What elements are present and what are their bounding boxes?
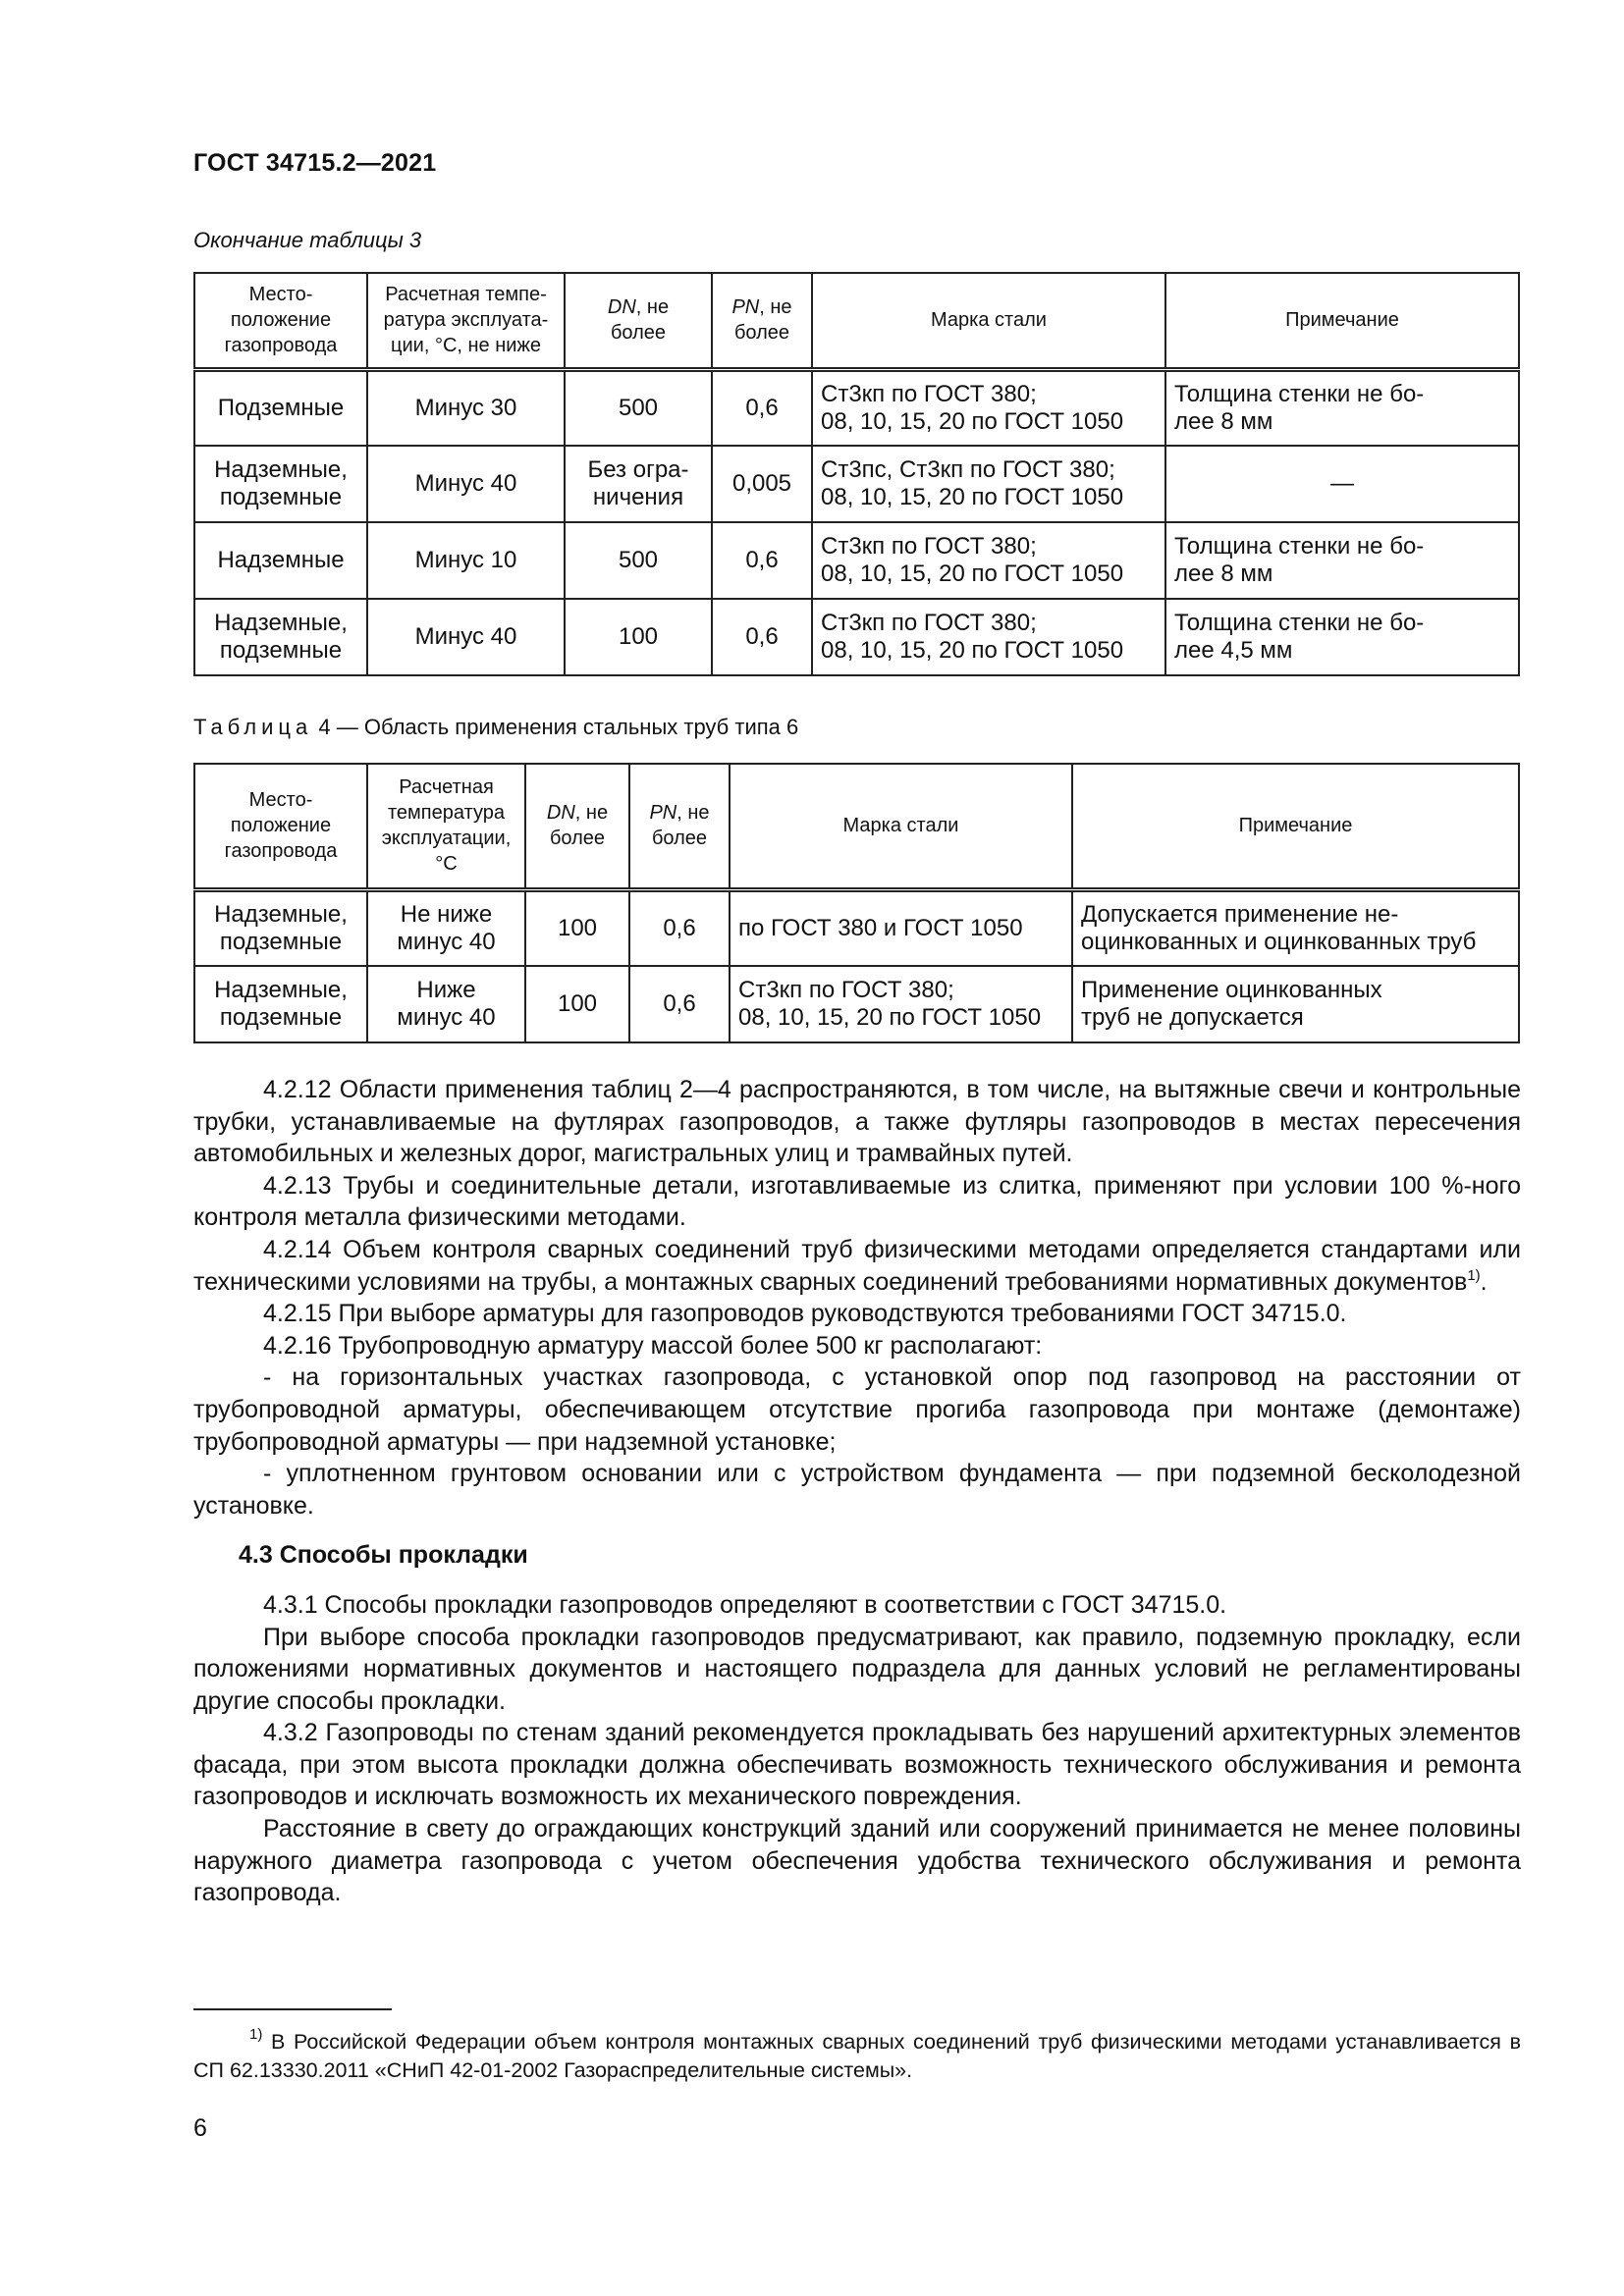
cell-pn: 0,005 <box>712 446 812 522</box>
table4-caption-title: 4 — Область применения стальных труб типа 6 <box>312 715 799 739</box>
table4-caption <box>193 715 798 740</box>
table-row <box>194 522 1519 599</box>
cell-location: Надземные <box>194 522 367 599</box>
cell-temperature: Ниже минус 40 <box>367 966 525 1042</box>
paragraph-4-3-2-b: Расстояние в свету до ограждающих конструкций зданий или сооружений принимается не менее половины наружного диаметра газопровода с учетом обеспечения удобства технического обслуживания и ремонта газопровода. <box>193 1815 1521 1907</box>
col-dn: DN, не более <box>525 764 629 889</box>
col-location: Место- положение газопровода <box>194 764 367 889</box>
footnote-divider <box>193 2008 392 2010</box>
table-row <box>194 966 1519 1042</box>
list-item: - на горизонтальных участках газопровода, с установкой опор под газопровод на расстоянии от трубопроводной арматуры, обеспечивающем отсутствие прогиба газопровода при монтаже (демонтаже) трубопроводной арматуры — при надземной установке; <box>193 1363 1521 1456</box>
col-steel-grade: Марка стали <box>730 764 1072 889</box>
footnote-ref: 1) <box>1467 1266 1481 1284</box>
cell-note: Толщина стенки не бо- лее 8 мм <box>1165 522 1519 599</box>
cell-location: Подземные <box>194 369 367 446</box>
cell-pn: 0,6 <box>712 599 812 675</box>
cell-note: Применение оцинкованных труб не допускается <box>1072 966 1519 1042</box>
table3-caption: Окончание таблицы 3 <box>193 228 422 252</box>
cell-note: Толщина стенки не бо- лее 8 мм <box>1165 369 1519 446</box>
footnote-mark: 1) <box>249 2026 263 2043</box>
page-number: 6 <box>193 2114 207 2142</box>
col-note: Примечание <box>1072 764 1519 889</box>
cell-dn: 500 <box>565 369 712 446</box>
paragraph-4-2-14: 4.2.14 Объем контроля сварных соединений труб физическими методами определяется стандартами или техническими условиями на трубы, а монтажных сварных соединений требованиями нормативных документов$^{1)}$. <box>193 1235 1521 1296</box>
cell-temperature: Минус 40 <box>367 446 565 522</box>
cell-steel-grade: Ст3кп по ГОСТ 380; 08, 10, 15, 20 по ГОСТ 1050 <box>812 369 1165 446</box>
cell-pn: 0,6 <box>629 889 730 966</box>
list-item: - уплотненном грунтовом основании или с устройством фундамента — при подземной бесколодезной установке. <box>193 1460 1521 1520</box>
footnote <box>193 2028 1521 2085</box>
table-header-row <box>194 764 1519 889</box>
col-dn: DN, не более <box>565 273 712 369</box>
cell-temperature: Минус 40 <box>367 599 565 675</box>
footnote-text: В Российской Федерации объем контроля монтажных сварных соединений труб физическими методами устанавливается в СП 62.13330.2011 «СНиП 42-01-2002 Газораспределительные системы». <box>193 2030 1521 2082</box>
paragraph-4-3-2: 4.3.2 Газопроводы по стенам зданий рекомендуется прокладывать без нарушений архитектурных элементов фасада, при этом высота прокладки должна обеспечивать возможность технического обслуживания и ремонта газопроводов и исключать возможность их механического повреждения. <box>193 1719 1521 1811</box>
cell-pn: 0,6 <box>712 522 812 599</box>
col-temperature: Расчетная температура эксплуатации, °С <box>367 764 525 889</box>
col-pn: PN, не более <box>629 764 730 889</box>
cell-location: Надземные, подземные <box>194 966 367 1042</box>
paragraph-4-2-15: 4.2.15 При выборе арматуры для газопроводов руководствуются требованиями ГОСТ 34715.0. <box>263 1300 1347 1328</box>
page-header: ГОСТ 34715.2—2021 <box>193 149 437 177</box>
cell-steel-grade: Ст3кп по ГОСТ 380; 08, 10, 15, 20 по ГОСТ 1050 <box>730 966 1072 1042</box>
cell-steel-grade: по ГОСТ 380 и ГОСТ 1050 <box>730 889 1072 966</box>
table-row <box>194 889 1519 966</box>
section-heading: 4.3 Способы прокладки <box>239 1541 528 1570</box>
cell-pn: 0,6 <box>629 966 730 1042</box>
body-text <box>193 1074 1521 1909</box>
table-header-row <box>194 273 1519 369</box>
cell-note: Допускается применение не- оцинкованных и оцинкованных труб <box>1072 889 1519 966</box>
table4-caption-label: Таблица <box>193 715 313 739</box>
cell-location: Надземные, подземные <box>194 889 367 966</box>
col-steel-grade: Марка стали <box>812 273 1165 369</box>
table-row <box>194 369 1519 446</box>
cell-pn: 0,6 <box>712 369 812 446</box>
cell-dn: 100 <box>525 966 629 1042</box>
table4 <box>193 763 1520 1043</box>
cell-dn: 100 <box>525 889 629 966</box>
cell-dn: Без огра- ничения <box>565 446 712 522</box>
cell-steel-grade: Ст3кп по ГОСТ 380; 08, 10, 15, 20 по ГОСТ 1050 <box>812 522 1165 599</box>
paragraph-4-3-1-b: При выборе способа прокладки газопроводов предусматривают, как правило, подземную прокладку, если положениями нормативных документов и настоящего подраздела для данных условий не регламентированы другие способы прокладки. <box>193 1623 1521 1715</box>
paragraph-4-2-13: 4.2.13 Трубы и соединительные детали, изготавливаемые из слитка, применяют при условии 100 %-ного контроля металла физическими методами. <box>193 1171 1521 1232</box>
table-row <box>194 599 1519 675</box>
paragraph-4-3-1: 4.3.1 Способы прокладки газопроводов определяют в соответствии с ГОСТ 34715.0. <box>263 1590 1227 1619</box>
paragraph-4-2-12: 4.2.12 Области применения таблиц 2—4 распространяются, в том числе, на вытяжные свечи и контрольные трубки, устанавливаемые на футлярах газопроводов, а также футляры газопроводов в местах пересечения автомобильных и железных дорог, магистральных улиц и трамвайных путей. <box>193 1076 1521 1168</box>
table3 <box>193 272 1520 676</box>
paragraph-4-2-16: 4.2.16 Трубопроводную арматуру массой более 500 кг располагают: <box>263 1331 1043 1360</box>
cell-note: Толщина стенки не бо- лее 4,5 мм <box>1165 599 1519 675</box>
col-location: Место- положение газопровода <box>194 273 367 369</box>
cell-note: — <box>1165 446 1519 522</box>
col-note: Примечание <box>1165 273 1519 369</box>
cell-dn: 500 <box>565 522 712 599</box>
table-row <box>194 446 1519 522</box>
cell-temperature: Минус 30 <box>367 369 565 446</box>
col-temperature: Расчетная темпе- ратура эксплуата- ции, °С, не ниже <box>367 273 565 369</box>
cell-location: Надземные, подземные <box>194 446 367 522</box>
cell-temperature: Минус 10 <box>367 522 565 599</box>
col-pn: PN, не более <box>712 273 812 369</box>
cell-steel-grade: Ст3пс, Ст3кп по ГОСТ 380; 08, 10, 15, 20 по ГОСТ 1050 <box>812 446 1165 522</box>
cell-location: Надземные, подземные <box>194 599 367 675</box>
cell-steel-grade: Ст3кп по ГОСТ 380; 08, 10, 15, 20 по ГОСТ 1050 <box>812 599 1165 675</box>
cell-dn: 100 <box>565 599 712 675</box>
cell-temperature: Не ниже минус 40 <box>367 889 525 966</box>
